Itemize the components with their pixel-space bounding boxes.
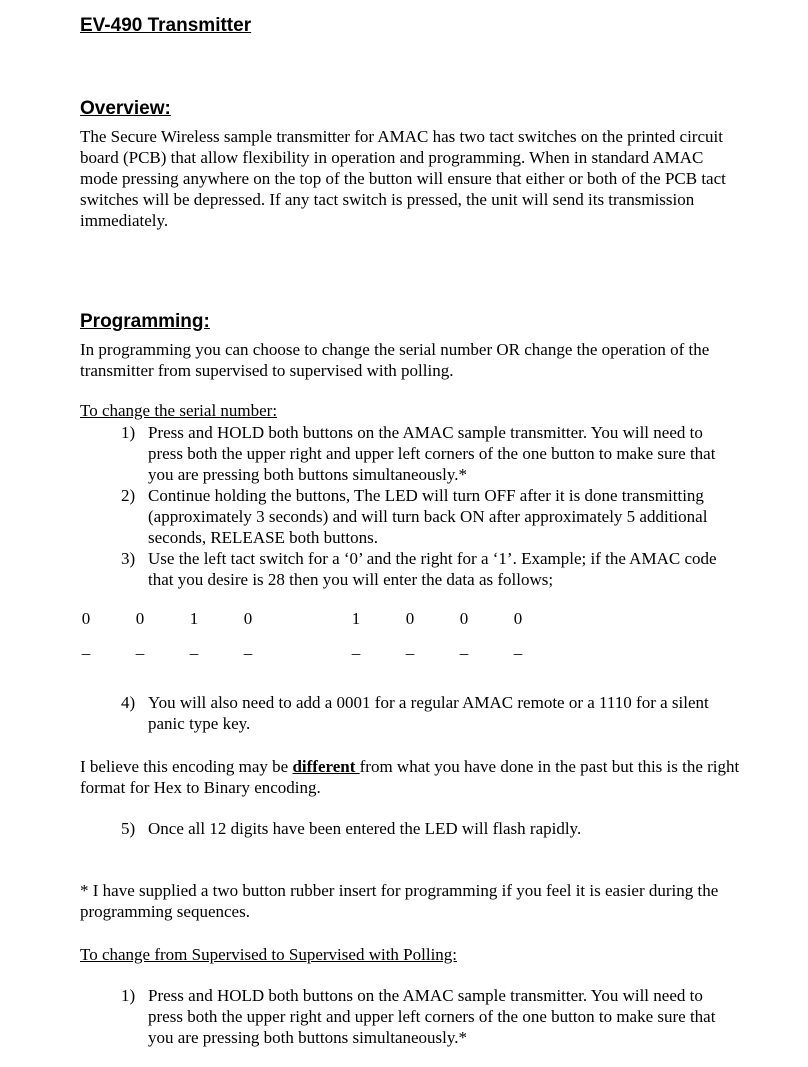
serial-step-2 — [80, 485, 740, 548]
step-text: Press and HOLD both buttons on the AMAC sample transmitter. You will need to press both the upper right and upper left corners of the one button to make sure that you are pressing both buttons simultaneously.* — [148, 423, 716, 484]
step-text: Continue holding the buttons, The LED will turn OFF after it is done transmitting (approximately 3 seconds) and will turn back ON after approximately 5 additional seconds, RELEASE both buttons. — [148, 486, 708, 547]
overview-heading: Overview: — [80, 98, 171, 119]
step-number: 1) — [121, 423, 136, 442]
step-number: 4) — [121, 693, 136, 712]
step-number: 3) — [121, 549, 136, 568]
serial-step-5 — [80, 818, 740, 839]
polling-subheading: To change from Supervised to Supervised with Polling: — [80, 945, 458, 964]
serial-steps-list-continued — [80, 692, 740, 734]
binary-digit: 0 _ — [513, 609, 523, 657]
serial-steps-list — [80, 422, 740, 590]
serial-step-4 — [80, 692, 740, 734]
binary-digit: 1 _ — [351, 609, 361, 657]
document-title: EV-490 Transmitter — [80, 15, 252, 36]
binary-digit: 0 _ — [81, 609, 91, 657]
binary-digit: 0 _ — [405, 609, 415, 657]
programming-heading: Programming: — [80, 311, 210, 332]
serial-steps-list-final — [80, 818, 740, 839]
programming-intro: In programming you can choose to change the serial number OR change the operation of the transmitter from supervised to supervised with polling. — [80, 340, 710, 380]
step-number: 5) — [121, 819, 136, 838]
overview-paragraph: The Secure Wireless sample transmitter for AMAC has two tact switches on the printed circuit board (PCB) that allow flexibility in operation and programming. When in standard AMAC mode pressing anywhere on the top of the button will ensure that either or both of the PCB tact switches will be depressed. If any tact switch is pressed, the unit will send its transmission immediately. — [80, 127, 726, 230]
step-text: Once all 12 digits have been entered the LED will flash rapidly. — [148, 819, 582, 838]
binary-digit: 1 _ — [189, 609, 199, 657]
polling-step-1 — [80, 985, 740, 1048]
footnote: * I have supplied a two button rubber insert for programming if you feel it is easier during the programming sequences. — [80, 881, 719, 921]
serial-step-3 — [80, 548, 740, 590]
step-text: You will also need to add a 0001 for a regular AMAC remote or a 1110 for a silent panic type key. — [148, 693, 709, 733]
binary-digit: 0 _ — [135, 609, 145, 657]
serial-step-1 — [80, 422, 740, 485]
polling-steps-list — [80, 985, 740, 1048]
encoding-note: I believe this encoding may be different from what you have done in the past but this is the right format for Hex to Binary encoding. — [80, 757, 740, 797]
emphasis-different: different — [292, 757, 360, 776]
step-number: 2) — [121, 486, 136, 505]
step-text: Use the left tact switch for a ‘0’ and the right for a ‘1’. Example; if the AMAC code that you desire is 28 then you will enter the data as follows; — [148, 549, 717, 589]
step-text: Press and HOLD both buttons on the AMAC sample transmitter. You will need to press both the upper right and upper left corners of the one button to make sure that you are pressing both buttons simultaneously.* — [148, 986, 716, 1047]
binary-digit-sequence — [80, 609, 560, 659]
binary-digit: 0 _ — [459, 609, 469, 657]
serial-number-subheading: To change the serial number: — [80, 401, 278, 420]
binary-digit: 0 _ — [243, 609, 253, 657]
step-number: 1) — [121, 986, 136, 1005]
